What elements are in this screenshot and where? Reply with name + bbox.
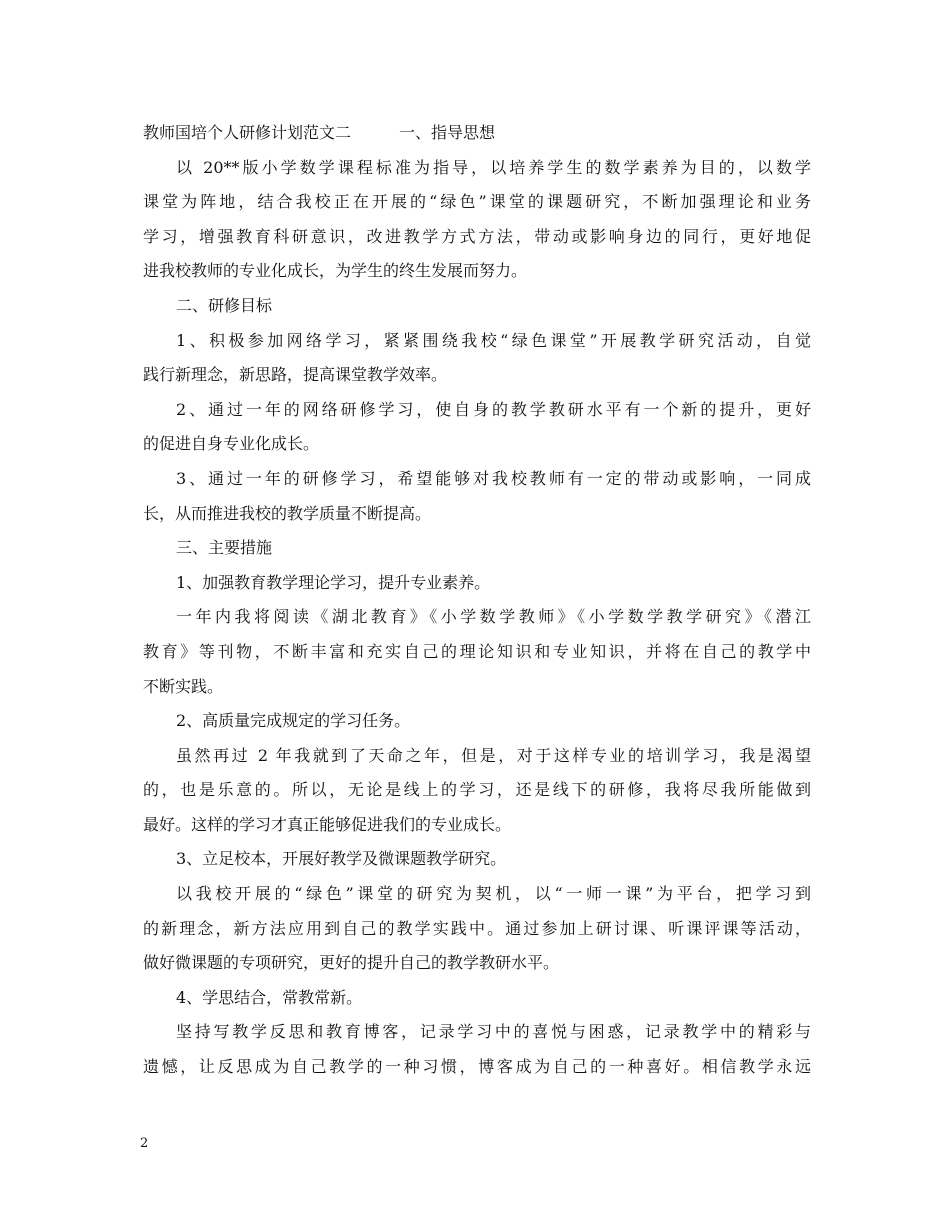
text-line: 以我校开展的“绿色”课堂的研究为契机，以“一师一课”为平台，把学习到 [176,884,811,904]
text-line: 践行新理念，新思路，提高课堂教学效率。 [143,365,448,385]
text-line: 的，也是乐意的。所以，无论是线上的学习，还是线下的研修，我将尽我所能做到 [143,780,811,800]
text-line: 进我校教师的专业化成长，为学生的终生发展而努力。 [143,261,528,281]
text-line: 4、学思结合，常教常新。 [176,987,363,1007]
text-line: 虽然再过 2 年我就到了天命之年，但是，对于这样专业的培训学习，我是渴望 [176,745,811,765]
text-line: 一年内我将阅读《湖北教育》《小学数学教师》《小学数学教学研究》《潜江 [176,607,811,627]
text-line: 3、通过一年的研修学习，希望能够对我校教师有一定的带动或影响，一同成 [176,468,811,488]
body-lines [143,151,811,1085]
text-line: 的促进自身专业化成长。 [143,434,320,454]
section-heading-guiding-thought: 一、指导思想 [399,123,496,142]
document-title: 教师国培个人研修计划范文二 [143,123,352,142]
text-line: 坚持写教学反思和教育博客，记录学习中的喜悦与困惑，记录教学中的精彩与 [176,1022,811,1042]
text-line: 三、主要措施 [176,538,273,558]
text-line: 课堂为阵地，结合我校正在开展的“绿色”课堂的课题研究，不断加强理论和业务 [143,192,811,212]
text-line: 二、研修目标 [176,295,273,315]
text-line: 2、通过一年的网络研修学习，使自身的教学教研水平有一个新的提升，更好 [176,399,811,419]
text-line: 做好微课题的专项研究，更好的提升自己的教学教研水平。 [143,953,560,973]
text-line: 遗憾，让反思成为自己教学的一种习惯，博客成为自己的一种喜好。相信教学永远 [143,1057,811,1077]
text-line: 以 20**版小学数学课程标准为指导，以培养学生的数学素养为目的，以数学 [176,157,811,177]
text-line: 学习，增强教育科研意识，改进教学方式方法，带动或影响身边的同行，更好地促 [143,226,811,246]
text-line: 2、高质量完成规定的学习任务。 [176,711,411,731]
text-line: 1、积极参加网络学习，紧紧围绕我校“绿色课堂”开展教学研究活动，自觉 [176,330,811,350]
page-number: 2 [140,1136,149,1151]
text-line: 1、加强教育教学理论学习，提升专业素养。 [176,572,491,592]
title-line [143,116,811,151]
text-line: 不断实践。 [143,676,224,696]
text-line: 的新理念，新方法应用到自己的教学实践中。通过参加上研讨课、听课评课等活动， [143,918,811,938]
document-body [143,116,811,1085]
text-line: 最好。这样的学习才真正能够促进我们的专业成长。 [143,814,512,834]
text-line: 长，从而推进我校的教学质量不断提高。 [143,503,432,523]
text-line: 3、立足校本，开展好教学及微课题教学研究。 [176,849,507,869]
text-line: 教育》等刊物，不断丰富和充实自己的理论知识和专业知识，并将在自己的教学中 [143,641,811,661]
